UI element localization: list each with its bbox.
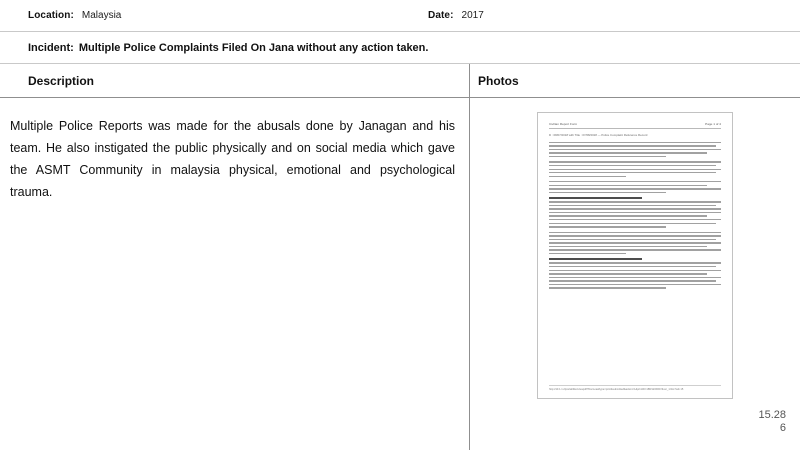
doc-thumb-header-right: Page 1 of 4 <box>705 122 721 126</box>
description-column <box>0 98 470 450</box>
doc-text-line <box>549 284 721 285</box>
location-field <box>0 10 400 21</box>
doc-text-line <box>549 266 716 267</box>
doc-thumb-paragraph <box>549 142 721 158</box>
page-footer <box>758 409 786 437</box>
doc-thumb-meta: D : 08/07/2018 with Title : 07/08/2018 — Police Complaint Reference Record <box>549 133 648 137</box>
doc-text-line <box>549 219 721 220</box>
doc-text-line <box>549 262 721 263</box>
doc-text-line <box>549 212 721 213</box>
scanned-document-thumbnail[interactable] <box>537 112 733 399</box>
doc-text-line <box>549 145 716 146</box>
photos-column <box>470 98 800 450</box>
doc-text-line <box>549 215 707 216</box>
doc-text-line <box>549 208 721 209</box>
doc-text-line <box>549 205 716 206</box>
doc-text-line <box>549 185 707 186</box>
doc-text-line <box>549 152 707 153</box>
incident-bar <box>0 32 800 64</box>
doc-thumb-paragraph <box>549 197 721 227</box>
doc-text-line <box>549 253 626 254</box>
doc-text-line <box>549 280 716 281</box>
doc-text-line <box>549 156 666 157</box>
doc-text-line <box>549 188 721 189</box>
description-text: Multiple Police Reports was made for the abusals done by Janagan and his team. He also instigated the public physically and on social media which gave the ASMT Community in malaysia physical, emotional and psychological trauma. <box>10 119 455 199</box>
doc-text-line <box>549 142 721 143</box>
doc-text-line <box>549 246 707 247</box>
doc-thumb-footer: http://10.1.1.2/portal/Rec/viewpdf?DocLoad/type=print&submitted&action=1&printID=188/12/06/07&ver_1 Rel Sub 15 <box>549 385 721 391</box>
doc-text-line <box>549 172 716 173</box>
description-column-header: Description <box>0 64 470 97</box>
location-label: Location: <box>28 10 74 21</box>
doc-text-line <box>549 161 721 162</box>
body-row <box>0 98 800 450</box>
doc-thumb-paragraph <box>549 161 721 177</box>
meta-bar <box>0 0 800 32</box>
doc-text-line <box>549 239 716 240</box>
doc-text-line <box>549 169 721 170</box>
photos-column-header: Photos <box>478 73 519 88</box>
doc-text-line <box>549 201 721 202</box>
doc-thumb-paragraph <box>549 181 721 193</box>
doc-text-line <box>549 149 721 150</box>
doc-text-line <box>549 235 721 236</box>
incident-title: Multiple Police Complaints Filed On Jana without any action taken. <box>78 41 429 54</box>
doc-thumb-paragraph <box>549 258 721 288</box>
footer-time: 15.28 <box>758 408 786 421</box>
doc-text-line <box>549 181 721 182</box>
doc-text-line <box>549 270 721 271</box>
doc-thumb-paragraph <box>549 232 721 255</box>
doc-text-line <box>549 226 666 227</box>
doc-text-line <box>549 192 666 193</box>
doc-text-line <box>549 277 721 278</box>
doc-section-heading <box>549 258 642 260</box>
doc-text-line <box>549 165 716 166</box>
doc-section-heading <box>549 197 642 199</box>
doc-text-line <box>549 249 721 250</box>
date-label: Date: <box>428 10 454 21</box>
doc-text-line <box>549 273 707 274</box>
doc-thumb-header <box>549 122 721 129</box>
column-headers <box>0 64 800 98</box>
doc-text-line <box>549 242 721 243</box>
incident-label: Incident: <box>28 41 74 54</box>
footer-page-number: 6 <box>779 422 786 435</box>
date-value: 2017 <box>461 10 484 21</box>
doc-thumb-header-left: Civilian Report Form <box>549 122 578 126</box>
doc-text-line <box>549 223 716 224</box>
date-field <box>400 10 800 21</box>
doc-text-line <box>549 287 666 288</box>
location-value: Malaysia <box>81 10 122 21</box>
doc-text-line <box>549 232 721 233</box>
doc-text-line <box>549 176 626 177</box>
